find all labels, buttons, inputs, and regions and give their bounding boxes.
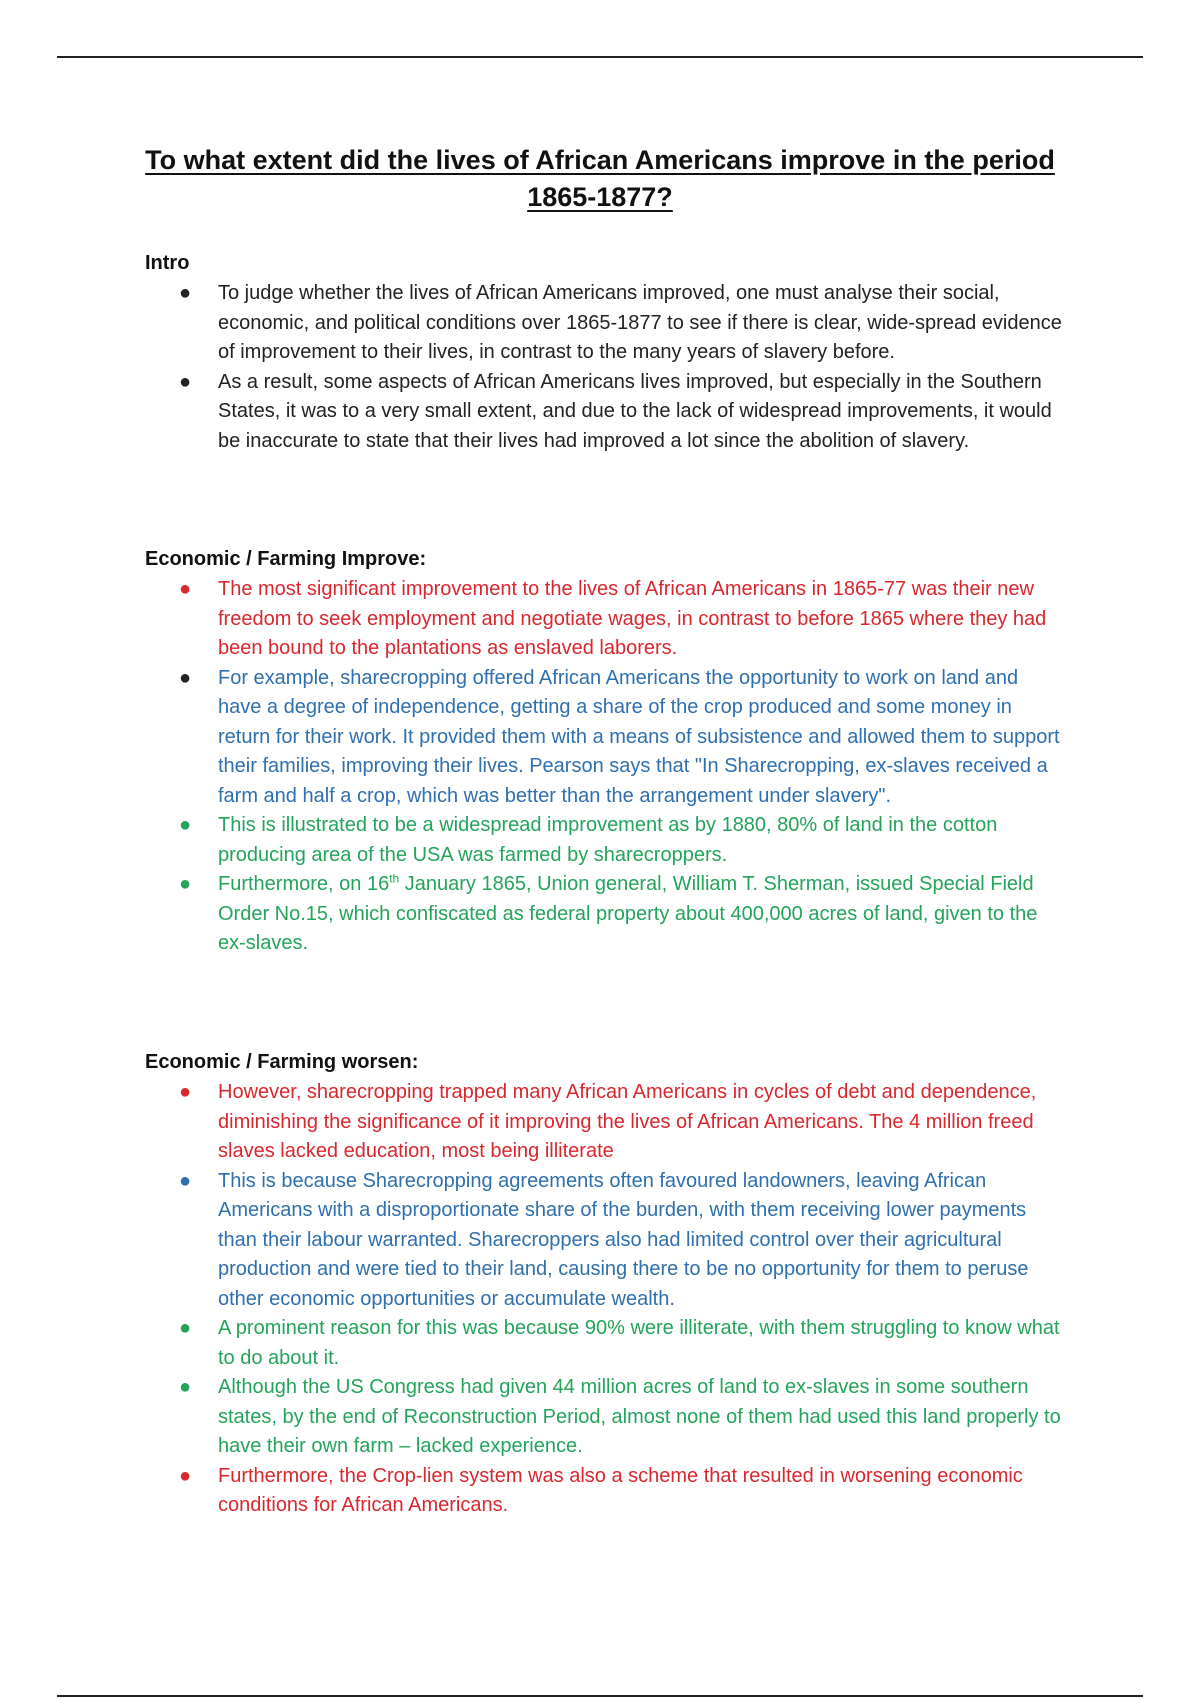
list-item-text: Although the US Congress had given 44 million acres of land to ex-slaves in some southern states, by the end of Reconstruction Period, almost none of them had used this land properly to have their own farm – lacked experience.: [218, 1376, 1061, 1457]
page-title: [140, 142, 1060, 216]
improve-section: [145, 545, 1065, 959]
list-item: [145, 870, 1065, 959]
list-item-text-part2: January 1865, Union general, William T. Sherman, issued Special Field Order No.15, which confiscated as federal property about 400,000 acres of land, given to the ex-slaves.: [218, 873, 1038, 954]
list-item-text: To judge whether the lives of African Americans improved, one must analyse their social, economic, and political conditions over 1865-1877 to see if there is clear, wide-spread evidence of improvement to their lives, in contrast to the many years of slavery before.: [218, 282, 1062, 363]
bullet-icon: ●: [179, 370, 192, 393]
title-line-2: 1865-1877?: [527, 182, 673, 212]
list-item: [145, 1462, 1065, 1521]
bullet-icon: ●: [179, 578, 192, 600]
list-item: [145, 279, 1065, 368]
list-item-text: The most significant improvement to the lives of African Americans in 1865-77 was their new freedom to seek employment and negotiate wages, in contrast to before 1865 where they had been bound to the plantations as enslaved laborers.: [218, 578, 1047, 659]
list-item-text: For example, sharecropping offered African Americans the opportunity to work on land and have a degree of independence, getting a share of the crop produced and some money in return for their work. It provided them with a means of subsistence and allowed them to support their families, improving their lives. Pearson says that "In Sharecropping, ex-slaves received a farm and half a crop, which was better than the arrangement under slavery".: [218, 666, 1060, 807]
list-item-text: However, sharecropping trapped many African Americans in cycles of debt and dependence, diminishing the significance of it improving the lives of African Americans. The 4 million freed slaves lacked education, most being illiterate: [218, 1081, 1037, 1162]
list-item: [145, 575, 1065, 664]
intro-bullet-list: [145, 279, 1065, 456]
list-item: [145, 664, 1065, 812]
section-heading-improve: Economic / Farming Improve:: [145, 548, 427, 570]
list-item-text: Furthermore, the Crop-lien system was also a scheme that resulted in worsening economic conditions for African Americans.: [218, 1464, 1023, 1516]
intro-section: [145, 249, 1065, 456]
list-item-text: A prominent reason for this was because 90% were illiterate, with them struggling to know what to do about it.: [218, 1317, 1060, 1369]
bullet-icon: ●: [179, 1376, 192, 1398]
list-item-text-part1: Furthermore, on 16: [218, 873, 390, 895]
worsen-section: [145, 1048, 1065, 1521]
bullet-icon: ●: [179, 1464, 192, 1487]
bullet-icon: ●: [179, 666, 192, 689]
list-item: [145, 368, 1065, 457]
bullet-icon: ●: [179, 282, 192, 304]
list-item: [145, 1078, 1065, 1167]
list-item: [145, 1314, 1065, 1373]
list-item: [145, 811, 1065, 870]
section-heading-intro: Intro: [145, 252, 190, 274]
section-heading-worsen: Economic / Farming worsen:: [145, 1051, 419, 1073]
bullet-icon: ●: [179, 873, 192, 895]
list-item-text: As a result, some aspects of African Americans lives improved, but especially in the Southern States, it was to a very small extent, and due to the lack of widespread improvements, it would be inaccurate to state that their lives had improved a lot since the abolition of slavery.: [218, 370, 1052, 452]
bullet-icon: ●: [179, 814, 192, 836]
list-item-text: This is because Sharecropping agreements often favoured landowners, leaving African Americans with a disproportionate share of the burden, with them receiving lower payments than their labour warranted. Sharecroppers also had limited control over their agricultural production and were tied to their land, causing there to be no opportunity for them to peruse other economic opportunities or accumulate wealth.: [218, 1169, 1029, 1310]
bullet-icon: ●: [179, 1081, 192, 1103]
list-item: [145, 1167, 1065, 1315]
bullet-icon: ●: [179, 1317, 192, 1339]
improve-bullet-list: [145, 575, 1065, 959]
top-rule: [57, 56, 1143, 58]
list-item-text: This is illustrated to be a widespread improvement as by 1880, 80% of land in the cotton producing area of the USA was farmed by sharecroppers.: [218, 814, 998, 866]
bottom-rule: [57, 1695, 1143, 1697]
superscript-th: th: [389, 871, 400, 886]
worsen-bullet-list: [145, 1078, 1065, 1521]
bullet-icon: ●: [179, 1169, 192, 1192]
title-line-1: To what extent did the lives of African Americans improve in the period: [145, 145, 1055, 175]
list-item: [145, 1373, 1065, 1462]
